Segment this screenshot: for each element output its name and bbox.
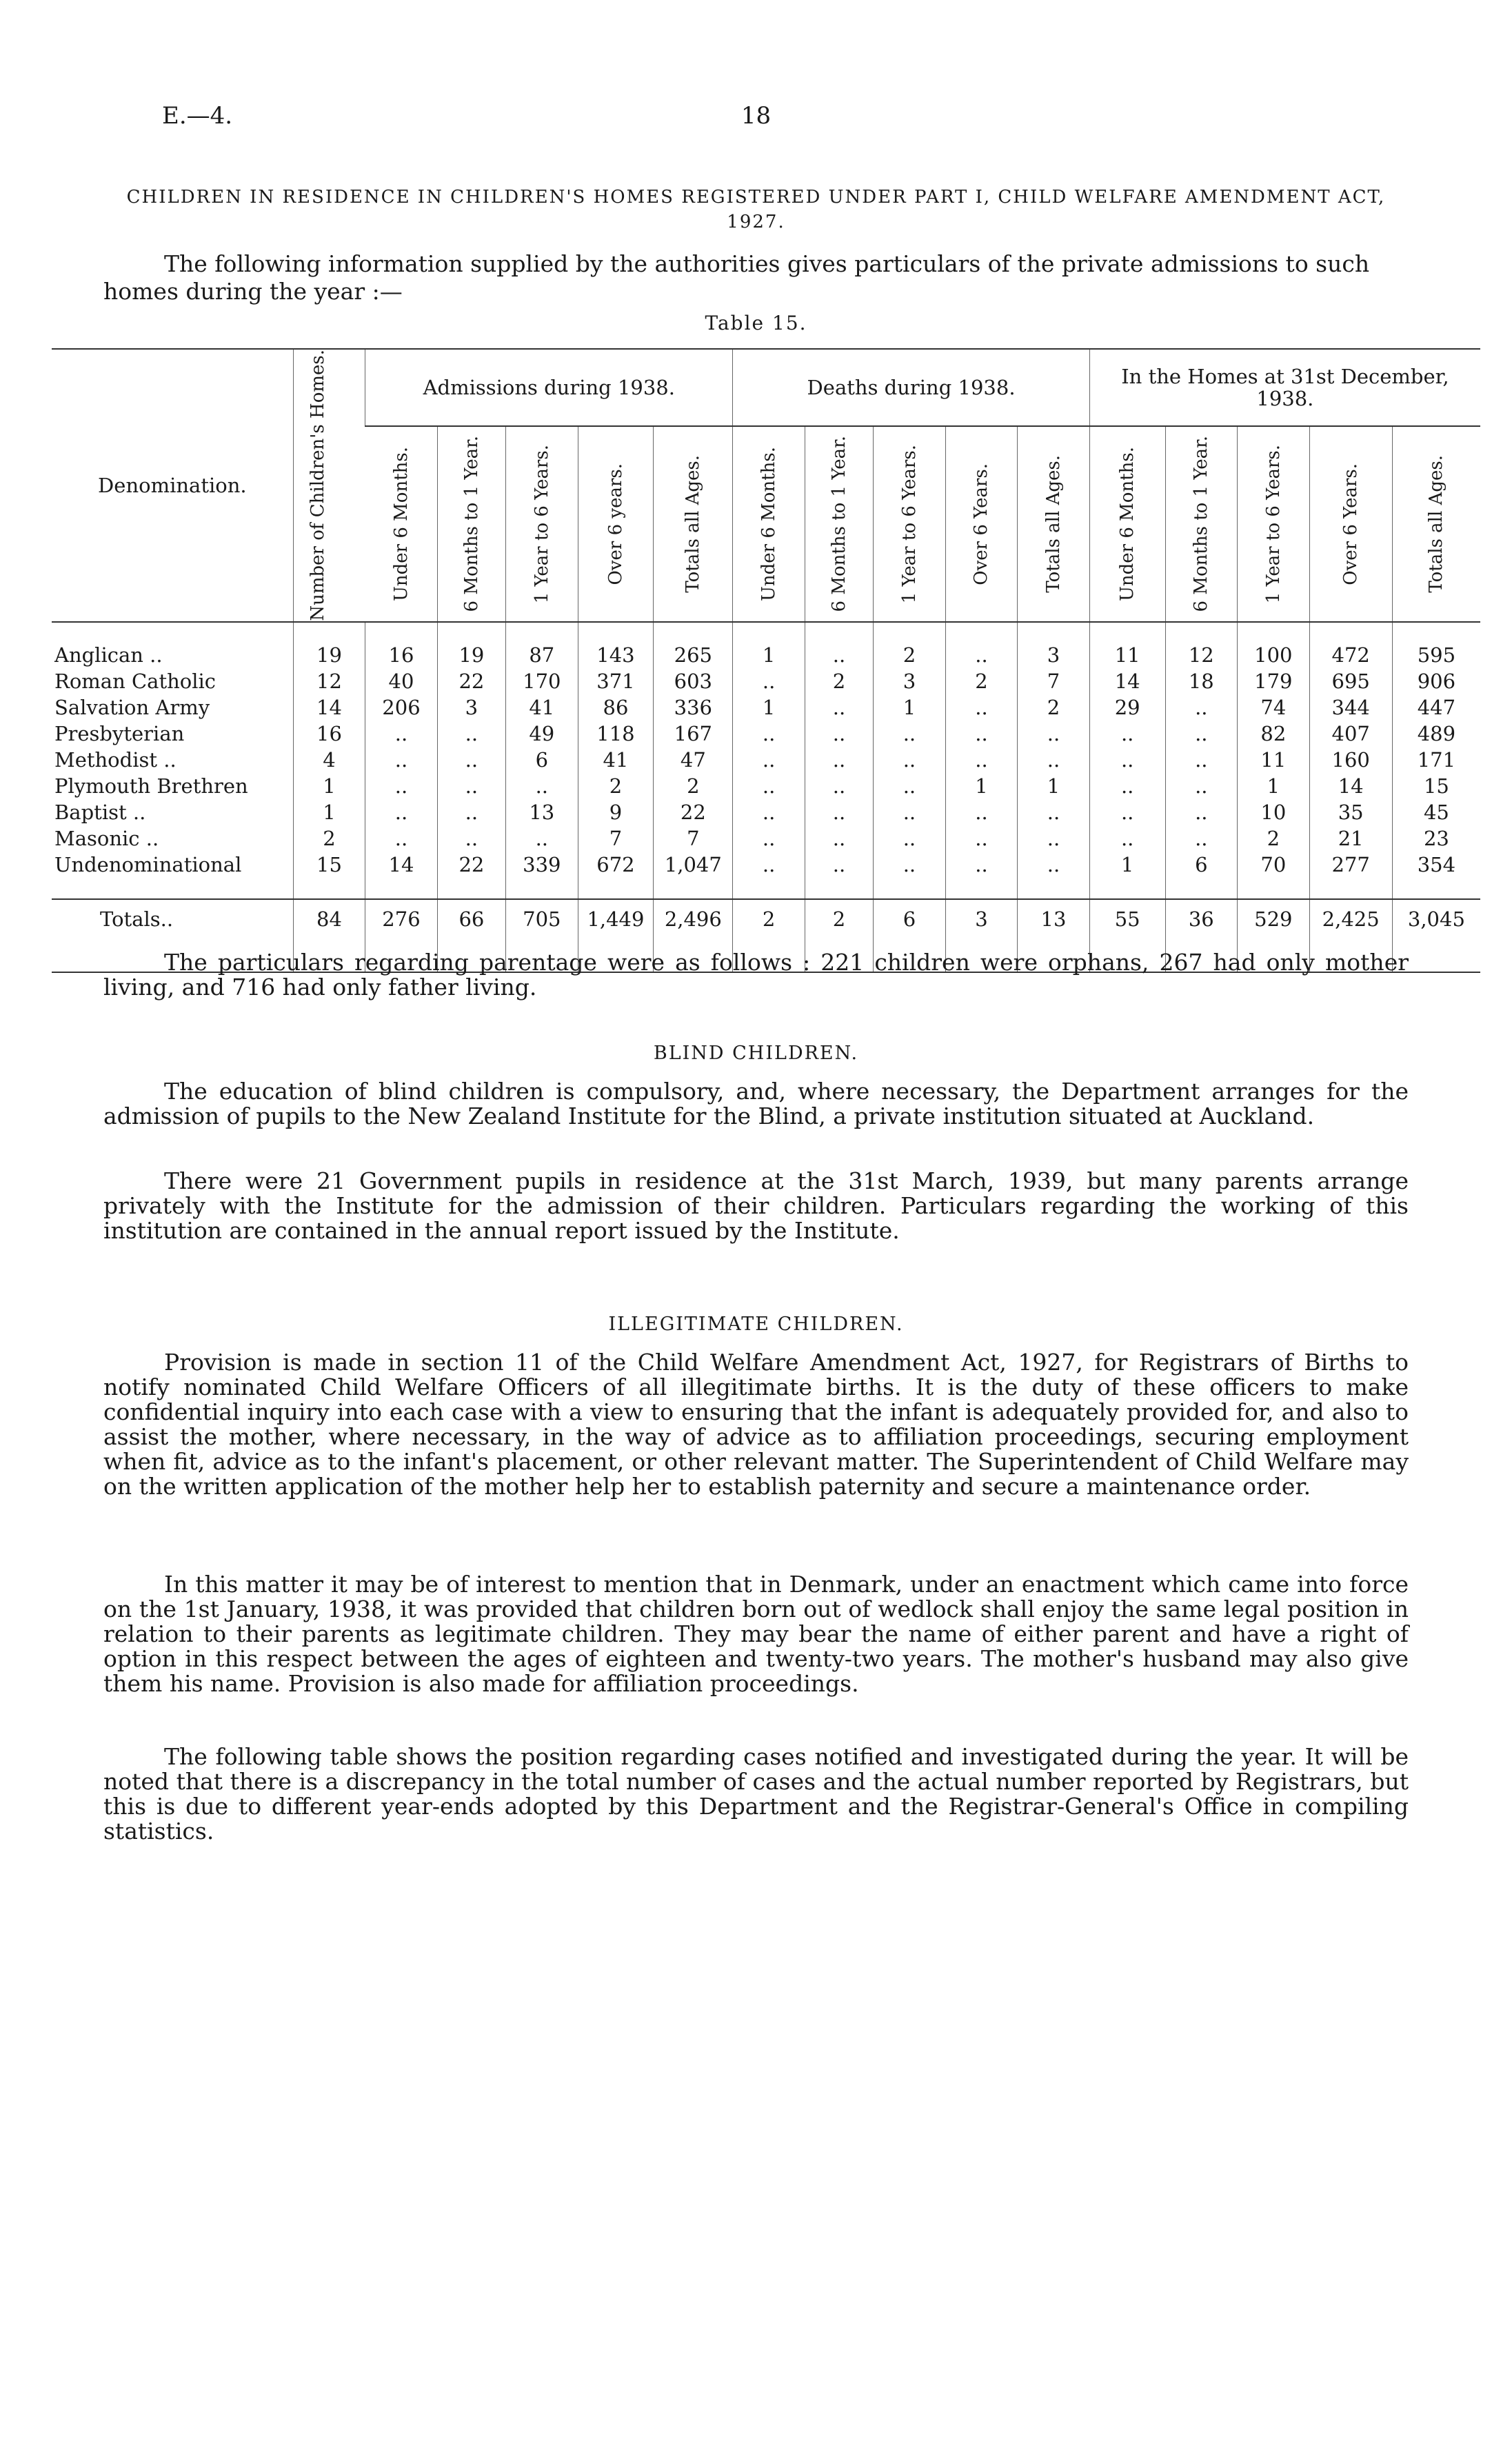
table-cell: ..	[1089, 799, 1165, 825]
table-cell: 15	[1392, 773, 1480, 799]
table-row	[52, 668, 1480, 694]
totals-cell: 1,449	[578, 899, 654, 938]
table-cell: 14	[1309, 773, 1392, 799]
table-cell: ..	[805, 825, 873, 852]
header-deaths: Deaths during 1938.	[733, 349, 1089, 426]
table-row	[52, 825, 1480, 852]
table-row	[52, 852, 1480, 878]
header-death-over-6y: Over 6 Years.	[945, 426, 1018, 621]
table-cell: ..	[437, 799, 505, 825]
table-cell: ..	[365, 721, 438, 747]
table-row	[52, 799, 1480, 825]
table-cell: 21	[1309, 825, 1392, 852]
table-cell: ..	[805, 721, 873, 747]
table-cell: ..	[437, 747, 505, 773]
table-cell: 11	[1089, 622, 1165, 668]
header-adm-6m-1y: 6 Months to 1 Year.	[437, 426, 505, 621]
table-cell: ..	[805, 747, 873, 773]
denomination-cell: Salvation Army	[54, 695, 210, 719]
table-cell: 595	[1392, 622, 1480, 668]
table-cell: 12	[1165, 622, 1238, 668]
table-cell: ..	[365, 799, 438, 825]
table-cell: 2	[945, 668, 1018, 694]
totals-cell: 6	[874, 899, 946, 938]
totals-cell: 2	[733, 899, 805, 938]
totals-cell: 705	[506, 899, 578, 938]
totals-cell: 2,425	[1309, 899, 1392, 938]
table-cell: ..	[365, 825, 438, 852]
table-cell: ..	[1165, 721, 1238, 747]
table-row	[52, 721, 1480, 747]
table-cell: 10	[1238, 799, 1310, 825]
table-cell: 339	[506, 852, 578, 878]
totals-cell: 529	[1238, 899, 1310, 938]
table-cell: 1	[733, 622, 805, 668]
header-home-1y-6y: 1 Year to 6 Years.	[1238, 426, 1310, 621]
totals-row	[52, 899, 1480, 938]
header-adm-1y-6y: 1 Year to 6 Years.	[506, 426, 578, 621]
totals-cell: 2	[805, 899, 873, 938]
totals-cell: 276	[365, 899, 438, 938]
table-cell: ..	[733, 721, 805, 747]
table-cell: 170	[506, 668, 578, 694]
totals-cell: 66	[437, 899, 505, 938]
table-cell: ..	[733, 799, 805, 825]
table-cell: 1,047	[654, 852, 733, 878]
table-cell: 14	[1089, 668, 1165, 694]
table-cell: ..	[874, 721, 946, 747]
table-cell: 41	[506, 694, 578, 721]
table-cell: ..	[1165, 799, 1238, 825]
table-cell: 4	[293, 747, 365, 773]
table-cell: ..	[874, 799, 946, 825]
table-cell: ..	[805, 694, 873, 721]
table-cell: 179	[1238, 668, 1310, 694]
table-cell: 11	[1238, 747, 1310, 773]
table-cell: ..	[733, 825, 805, 852]
table-cell: 19	[437, 622, 505, 668]
spacer-row	[52, 878, 1480, 899]
totals-cell: 2,496	[654, 899, 733, 938]
table-cell: 82	[1238, 721, 1310, 747]
table-cell: 2	[874, 622, 946, 668]
header-home-under-6m: Under 6 Months.	[1089, 426, 1165, 621]
totals-cell: 55	[1089, 899, 1165, 938]
table-cell: 86	[578, 694, 654, 721]
table-cell: 1	[293, 799, 365, 825]
header-adm-totals: Totals all Ages.	[654, 426, 733, 621]
table-cell: 3	[437, 694, 505, 721]
table-cell: 1	[945, 773, 1018, 799]
header-home-totals: Totals all Ages.	[1392, 426, 1480, 621]
table-cell: 171	[1392, 747, 1480, 773]
header-death-totals: Totals all Ages.	[1018, 426, 1090, 621]
table-cell: 70	[1238, 852, 1310, 878]
denomination-cell: Plymouth Brethren	[54, 774, 248, 798]
totals-label: Totals..	[52, 899, 293, 938]
table-cell: 1	[1238, 773, 1310, 799]
table-cell: 22	[654, 799, 733, 825]
table-cell: 2	[1018, 694, 1090, 721]
table-cell: 22	[437, 668, 505, 694]
table-cell: 18	[1165, 668, 1238, 694]
report-reference: E.—4.	[162, 102, 233, 130]
table-cell: ..	[945, 747, 1018, 773]
table-cell: ..	[874, 747, 946, 773]
denomination-cell: Undenominational	[54, 852, 242, 876]
table-cell: 265	[654, 622, 733, 668]
table-cell: 167	[654, 721, 733, 747]
table-cell: 1	[1089, 852, 1165, 878]
table-cell: 19	[293, 622, 365, 668]
table-cell: 447	[1392, 694, 1480, 721]
header-adm-under-6m: Under 6 Months.	[365, 426, 438, 621]
table-cell: 22	[437, 852, 505, 878]
table-cell: 49	[506, 721, 578, 747]
table-cell: 2	[578, 773, 654, 799]
table-cell: ..	[506, 773, 578, 799]
table-cell: ..	[1089, 747, 1165, 773]
table-cell: 23	[1392, 825, 1480, 852]
table-cell: ..	[1018, 799, 1090, 825]
table-cell: 407	[1309, 721, 1392, 747]
table-cell: ..	[506, 825, 578, 852]
table-body	[52, 622, 1480, 972]
table-cell: ..	[805, 852, 873, 878]
table-row	[52, 747, 1480, 773]
denomination-cell: Baptist ..	[54, 800, 146, 824]
table-cell: 13	[506, 799, 578, 825]
header-in-homes: In the Homes at 31st December, 1938.	[1089, 349, 1480, 426]
header-home-over-6y: Over 6 Years.	[1309, 426, 1392, 621]
header-death-1y-6y: 1 Year to 6 Years.	[874, 426, 946, 621]
table-cell: ..	[945, 799, 1018, 825]
table-cell: 29	[1089, 694, 1165, 721]
table-cell: ..	[1018, 747, 1090, 773]
table-cell: ..	[733, 747, 805, 773]
table-cell: ..	[1018, 825, 1090, 852]
table-cell: 160	[1309, 747, 1392, 773]
table-cell: ..	[1089, 773, 1165, 799]
illegitimate-paragraph-3: The following table shows the position regarding cases notified and investigated during the year. It will be noted that there is a discrepancy in the total number of cases and the actual number reported by Registrars, but this is due to different year-ends adopted by this Department and the Registrar-General's Office in compiling statistics.	[103, 1743, 1409, 1844]
table-cell: 672	[578, 852, 654, 878]
denomination-cell: Presbyterian	[54, 721, 185, 745]
table-cell: 3	[874, 668, 946, 694]
denomination-cell: Methodist ..	[54, 747, 177, 772]
table-cell: 695	[1309, 668, 1392, 694]
table-cell: 15	[293, 852, 365, 878]
header-death-6m-1y: 6 Months to 1 Year.	[805, 426, 873, 621]
table-cell: ..	[805, 799, 873, 825]
table-label: Table 15.	[705, 312, 807, 334]
totals-cell: 3,045	[1392, 899, 1480, 938]
denomination-cell: Roman Catholic	[54, 669, 216, 693]
blind-children-heading: BLIND CHILDREN.	[653, 1043, 859, 1064]
totals-cell: 13	[1018, 899, 1090, 938]
table-row	[52, 694, 1480, 721]
table-cell: ..	[945, 825, 1018, 852]
table-cell: ..	[874, 773, 946, 799]
totals-cell: 84	[293, 899, 365, 938]
table-cell: 118	[578, 721, 654, 747]
table-cell: ..	[1018, 721, 1090, 747]
table-cell: ..	[1165, 747, 1238, 773]
table-cell: 14	[293, 694, 365, 721]
table-cell: ..	[874, 852, 946, 878]
children-homes-table	[52, 348, 1480, 973]
table-cell: 344	[1309, 694, 1392, 721]
table-cell: 16	[293, 721, 365, 747]
table-cell: 1	[733, 694, 805, 721]
table-cell: 45	[1392, 799, 1480, 825]
header-death-under-6m: Under 6 Months.	[733, 426, 805, 621]
section-title: CHILDREN IN RESIDENCE IN CHILDREN'S HOMES REGISTERED UNDER PART I, CHILD WELFARE AMENDMENT ACT, 1927.	[126, 187, 1386, 232]
table-cell: 14	[365, 852, 438, 878]
table-cell: ..	[874, 825, 946, 852]
table-cell: 87	[506, 622, 578, 668]
header-admissions: Admissions during 1938.	[365, 349, 733, 426]
table-cell: 371	[578, 668, 654, 694]
header-adm-over-6y: Over 6 years.	[578, 426, 654, 621]
intro-paragraph: The following information supplied by the authorities gives particulars of the private admissions to such homes during the year :—	[103, 250, 1370, 305]
table-cell: 2	[293, 825, 365, 852]
page-header	[162, 102, 1350, 137]
table-cell: ..	[945, 622, 1018, 668]
table-cell: 2	[1238, 825, 1310, 852]
table-cell: 9	[578, 799, 654, 825]
page-number: 18	[740, 102, 772, 130]
header-home-6m-1y: 6 Months to 1 Year.	[1165, 426, 1238, 621]
table-cell: ..	[1165, 825, 1238, 852]
table-cell: 143	[578, 622, 654, 668]
table-cell: 3	[1018, 622, 1090, 668]
totals-cell: 3	[945, 899, 1018, 938]
table-cell: 35	[1309, 799, 1392, 825]
table-cell: 47	[654, 747, 733, 773]
table-cell: 1	[293, 773, 365, 799]
table-cell: 7	[1018, 668, 1090, 694]
blind-paragraph-2: There were 21 Government pupils in residence at the 31st March, 1939, but many parents arrange privately with the Institute for the admission of their children. Particulars regarding the working of this institution are contained in the annual report issued by the Institute.	[103, 1167, 1409, 1244]
table-cell: 354	[1392, 852, 1480, 878]
illegitimate-children-heading: ILLEGITIMATE CHILDREN.	[608, 1314, 904, 1335]
table-cell: 74	[1238, 694, 1310, 721]
table-cell: ..	[945, 721, 1018, 747]
table-cell: ..	[1089, 721, 1165, 747]
illegitimate-paragraph-1: Provision is made in section 11 of the Child Welfare Amendment Act, 1927, for Registrars of Births to notify nominated Child Welfare Officers of all illegitimate births. It is the duty of these officers to make confidential inquiry into each case with a view to ensuring that the infant is adequately provided for, and also to assist the mother, where necessary, in the way of advice as to affiliation proceedings, securing employment when fit, advice as to the infant's placement, or other relevant matter. The Superintendent of Child Welfare may on the written application of the mother help her to establish paternity and secure a maintenance order.	[103, 1349, 1409, 1500]
table-row	[52, 773, 1480, 799]
table-cell: 100	[1238, 622, 1310, 668]
denomination-cell: Masonic ..	[54, 826, 159, 850]
blind-paragraph-1: The education of blind children is compulsory, and, where necessary, the Department arranges for the admission of pupils to the New Zealand Institute for the Blind, a private institution situated at Auckland.	[103, 1078, 1409, 1129]
table-cell: 12	[293, 668, 365, 694]
table-cell: ..	[1165, 773, 1238, 799]
table-cell: ..	[945, 694, 1018, 721]
table-row	[52, 622, 1480, 668]
denomination-cell: Anglican ..	[54, 643, 163, 667]
parentage-paragraph: The particulars regarding parentage were as follows : 221 children were orphans, 267 had only mother living, and 716 had only father living.	[103, 949, 1409, 1001]
table-cell: 1	[874, 694, 946, 721]
totals-cell: 36	[1165, 899, 1238, 938]
table-cell: 206	[365, 694, 438, 721]
table-cell: ..	[437, 773, 505, 799]
table-cell: 2	[805, 668, 873, 694]
table-cell: 472	[1309, 622, 1392, 668]
table-cell: 603	[654, 668, 733, 694]
table-cell: 7	[654, 825, 733, 852]
table-cell: 41	[578, 747, 654, 773]
table-cell: 906	[1392, 668, 1480, 694]
table-cell: ..	[733, 852, 805, 878]
table-cell: ..	[733, 668, 805, 694]
table-cell: ..	[733, 773, 805, 799]
illegitimate-paragraph-2: In this matter it may be of interest to mention that in Denmark, under an enactment which came into force on the 1st January, 1938, it was provided that children born out of wedlock shall enjoy the same legal position in relation to their parents as legitimate children. They may bear the name of either parent and have a right of option in this respect between the ages of eighteen and twenty-two years. The mother's husband may also give them his name. Provision is also made for affiliation proceedings.	[103, 1571, 1409, 1697]
table-cell: 16	[365, 622, 438, 668]
table-cell: ..	[1018, 852, 1090, 878]
table-cell: 6	[506, 747, 578, 773]
table-cell: 489	[1392, 721, 1480, 747]
table-cell: ..	[805, 773, 873, 799]
table-cell: ..	[365, 747, 438, 773]
table-cell: ..	[437, 721, 505, 747]
table-cell: ..	[1089, 825, 1165, 852]
table-cell: 6	[1165, 852, 1238, 878]
table-cell: ..	[945, 852, 1018, 878]
table-cell: 277	[1309, 852, 1392, 878]
table-cell: ..	[365, 773, 438, 799]
header-denomination: Denomination.	[52, 349, 293, 622]
table-cell: 40	[365, 668, 438, 694]
table-cell: 2	[654, 773, 733, 799]
table-cell: ..	[437, 825, 505, 852]
table-cell: 1	[1018, 773, 1090, 799]
table-cell: ..	[1165, 694, 1238, 721]
table-cell: 336	[654, 694, 733, 721]
table-cell: 7	[578, 825, 654, 852]
header-number-of-homes: Number of Children's Homes.	[293, 349, 365, 622]
table-cell: ..	[805, 622, 873, 668]
